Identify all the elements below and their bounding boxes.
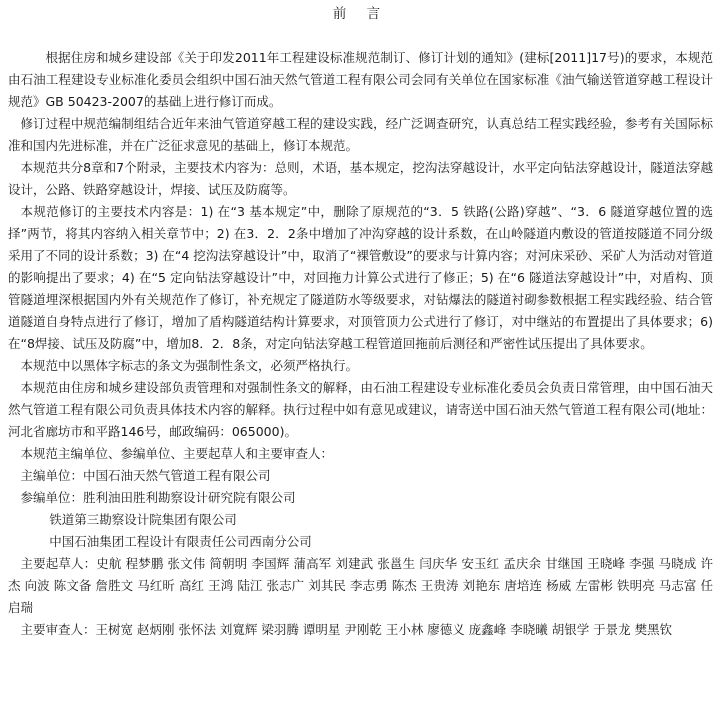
participating-unit-2: 铁道第三勘察设计院集团有限公司 xyxy=(49,512,237,527)
paragraph-basis: 根据住房和城乡建设部《关于印发2011年工程建设标准规范制订、修订计划的通知》(建标[2011]17号)的要求，本规范由石油工程建设专业标准化委员会组织中国石油天然气管道工程有限公司会同有关单位在国家标准《油气输送管道穿越工程设计规范》GB 50423-2007的基础上进行修订而成。 xyxy=(8,50,713,109)
paragraph-contents: 本规范共分8章和7个附录，主要技术内容为：总则，术语，基本规定，挖沟法穿越设计，水平定向钻法穿越设计，隧道法穿越设计，公路、铁路穿越设计，焊接、试压及防腐等。 xyxy=(8,160,713,197)
reviewers-list: 主要审查人：王树宽 赵炳刚 张怀法 刘寬辉 梁羽腾 谭明星 尹刚乾 王小林 廖德义 庞鑫峰 李晓曦 胡银学 于景龙 樊黑钦 xyxy=(20,622,673,637)
participating-unit-3: 中国石油集团工程设计有限责任公司西南分公司 xyxy=(49,534,312,549)
paragraph-main-changes: 本规范修订的主要技术内容是：1) 在“3 基本规定”中，删除了原规范的“3．5 铁路(公路)穿越”、“3．6 隧道穿越位置的选择”两节，将其内容纳入相关章节中；2) 在3．2．2条中增加了冲沟穿越的设计系数，在山岭隧道内敷设的管道按隧道不同分级采用了不同的设计系数；3) 在“4 挖沟法穿越设计”中，取消了“裸管敷设”的要求与计算内容；对河床采砂、采矿人为活动对管道的影响提出了要求；4) 在“5 定向钻法穿越设计”中，对回拖力计算公式进行了修正；5) 在“6 隧道法穿越设计”中，对盾构、顶管隧道埋深根据国内外有关规范作了修订，补充规定了隧道防水等级要求，对钻爆法的隧道衬砌参数根据工程实践经验、结合管道隧道自身特点进行了修订，增加了盾构隧道结构计算要求，对顶管顶力公式进行了修订，对中继站的布置提出了具体要求；6) 在“8焊接、试压及防腐”中，增加8．2．8条，对定向钻法穿越工程管道回拖前后测径和严密性试压提出了具体要求。 xyxy=(8,204,713,351)
paragraph-units-intro: 本规范主编单位、参编单位、主要起草人和主要审查人： xyxy=(20,446,334,461)
chief-unit: 主编单位：中国石油天然气管道工程有限公司 xyxy=(20,468,271,483)
participating-unit: 参编单位：胜利油田胜利勘察设计研究院有限公司 xyxy=(20,490,296,505)
paragraph-management: 本规范由住房和城乡建设部负责管理和对强制性条文的解释，由石油工程建设专业标准化委员会负责日常管理，由中国石油天然气管道工程有限公司负责具体技术内容的解释。执行过程中如有意见或建议，请寄送中国石油天然气管道工程有限公司(地址：河北省廊坊市和平路146号，邮政编码：065000)。 xyxy=(8,380,713,439)
paragraph-mandatory: 本规范中以黑体字标志的条文为强制性条文，必须严格执行。 xyxy=(20,358,359,373)
page-title: 前 言 xyxy=(332,6,389,22)
drafters-list: 主要起草人：史航 程梦鹏 张文伟 简朝明 李国辉 蒲高军 刘建武 张邕生 闫庆华 安玉红 孟庆余 甘继国 王晓峰 李强 马晓成 许杰 向波 陈文备 詹胜文 马红昕 高红 王鸿 陆江 张志广 刘其民 李志勇 陈杰 王贵涛 刘艳东 唐培连 杨威 左雷彬 铁明亮 马志富 任启瑞 xyxy=(8,556,713,615)
paragraph-revision-process: 修订过程中规范编制组结合近年来油气管道穿越工程的建设实践，经广泛调查研究，认真总结工程实践经验，参考有关国际标准和国内先进标准，并在广泛征求意见的基础上，修订本规范。 xyxy=(8,116,713,153)
